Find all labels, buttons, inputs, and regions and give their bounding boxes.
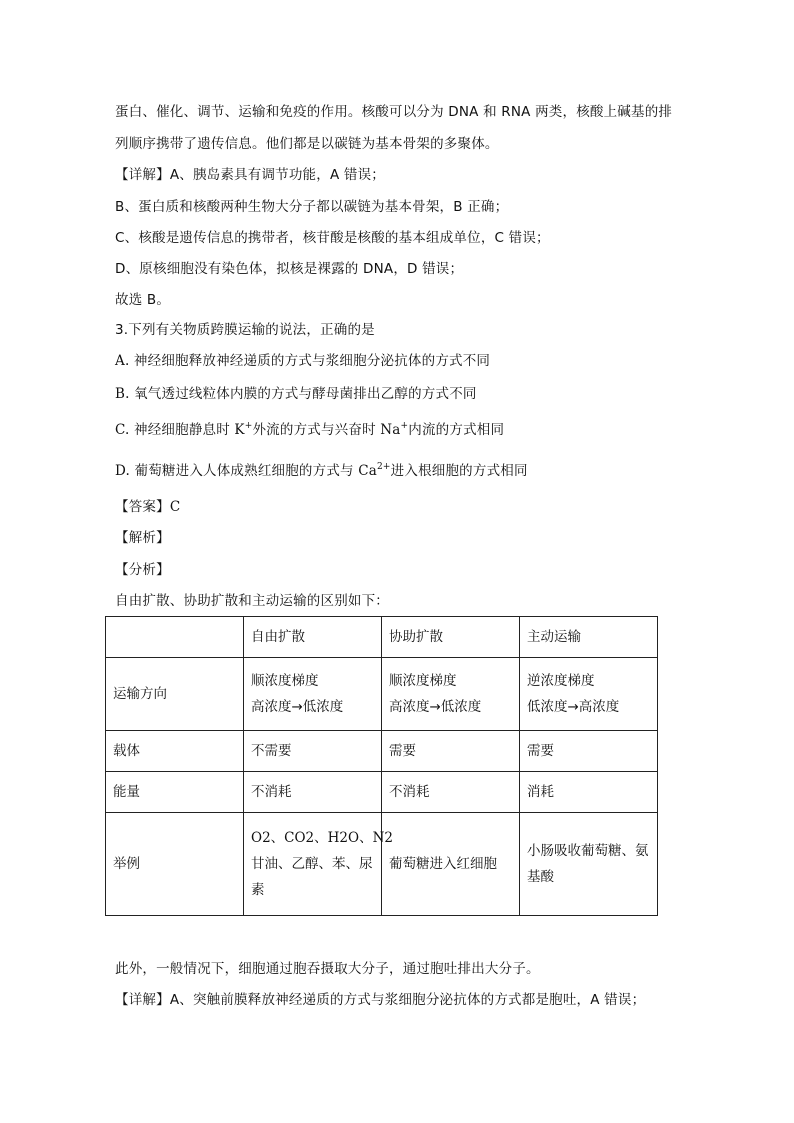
table-cell: 需要 — [520, 731, 658, 772]
table-row — [106, 731, 658, 772]
table-header-cell: 自由扩散 — [244, 617, 382, 658]
table-cell: 葡萄糖进入红细胞 — [382, 813, 520, 916]
table-intro: 自由扩散、协助扩散和主动运输的区别如下： — [115, 593, 389, 609]
table-cell: 不消耗 — [244, 772, 382, 813]
table-row — [106, 772, 658, 813]
table-header-cell: 协助扩散 — [382, 617, 520, 658]
answer-tag: 【答案】 — [115, 499, 170, 515]
detail-tag: 【详解】 — [115, 992, 170, 1008]
table-cell: O2、CO2、H2O、N2 甘油、乙醇、苯、尿 素 — [244, 813, 382, 916]
q3-option-a: A. 神经细胞释放神经递质的方式与浆细胞分泌抗体的方式不同 — [115, 353, 491, 369]
answer-line — [115, 497, 180, 517]
table-cell: 不消耗 — [382, 772, 520, 813]
transport-comparison-table — [105, 616, 658, 916]
fenxi-tag: 【分析】 — [115, 562, 170, 578]
row-label: 能量 — [106, 772, 244, 813]
q2-detail-line-d: D、原核细胞没有染色体，拟核是裸露的 DNA，D 错误； — [115, 261, 464, 277]
table-header-row — [106, 617, 658, 658]
table-cell: 需要 — [382, 731, 520, 772]
row-label: 运输方向 — [106, 658, 244, 731]
table-cell: 不需要 — [244, 731, 382, 772]
q2-detail-line-a: 【详解】A、胰岛素具有调节功能，A 错误； — [115, 167, 385, 183]
table-row — [106, 813, 658, 916]
analysis-tag: 【解析】 — [115, 530, 170, 546]
q2-detail-line-b: B、蛋白质和核酸两种生物大分子都以碳链为基本骨架，B 正确； — [115, 199, 509, 215]
q3-option-b: B. 氧气透过线粒体内膜的方式与酵母菌排出乙醇的方式不同 — [115, 386, 477, 402]
q3-stem: 3.下列有关物质跨膜运输的说法，正确的是 — [115, 322, 375, 338]
table-header-cell — [106, 617, 244, 658]
table-header-cell: 主动运输 — [520, 617, 658, 658]
table-cell: 消耗 — [520, 772, 658, 813]
q3-detail-line-a: 【详解】A、突触前膜释放神经递质的方式与浆细胞分泌抗体的方式都是胞吐，A 错误； — [115, 992, 646, 1008]
intro-line-1: 蛋白、催化、调节、运输和免疫的作用。核酸可以分为 DNA 和 RNA 两类，核酸上碱基的排 — [115, 104, 673, 120]
after-table-note: 此外，一般情况下，细胞通过胞吞摄取大分子，通过胞吐排出大分子。 — [115, 961, 540, 977]
table-cell: 逆浓度梯度 低浓度→高浓度 — [520, 658, 658, 731]
intro-line-2: 列顺序携带了遗传信息。他们都是以碳链为基本骨架的多聚体。 — [115, 136, 499, 152]
q3-option-d: D. 葡萄糖进入人体成熟红细胞的方式与 $Ca^{2+}$进入根细胞的方式相同 — [115, 462, 528, 479]
table-cell: 顺浓度梯度 高浓度→低浓度 — [244, 658, 382, 731]
row-label: 举例 — [106, 813, 244, 916]
answer-value: C — [169, 499, 181, 515]
q2-detail-line-c: C、核酸是遗传信息的携带者，核苷酸是核酸的基本组成单位，C 错误； — [115, 230, 550, 246]
table-cell: 顺浓度梯度 高浓度→低浓度 — [382, 658, 520, 731]
table-row — [106, 658, 658, 731]
q3-option-c: C. 神经细胞静息时 K+外流的方式与兴奋时 Na+内流的方式相同 — [115, 421, 505, 438]
table-cell: 小肠吸收葡萄糖、氨 基酸 — [520, 813, 658, 916]
row-label: 载体 — [106, 731, 244, 772]
detail-tag: 【详解】 — [115, 167, 170, 183]
q2-conclusion: 故选 B。 — [115, 292, 171, 308]
